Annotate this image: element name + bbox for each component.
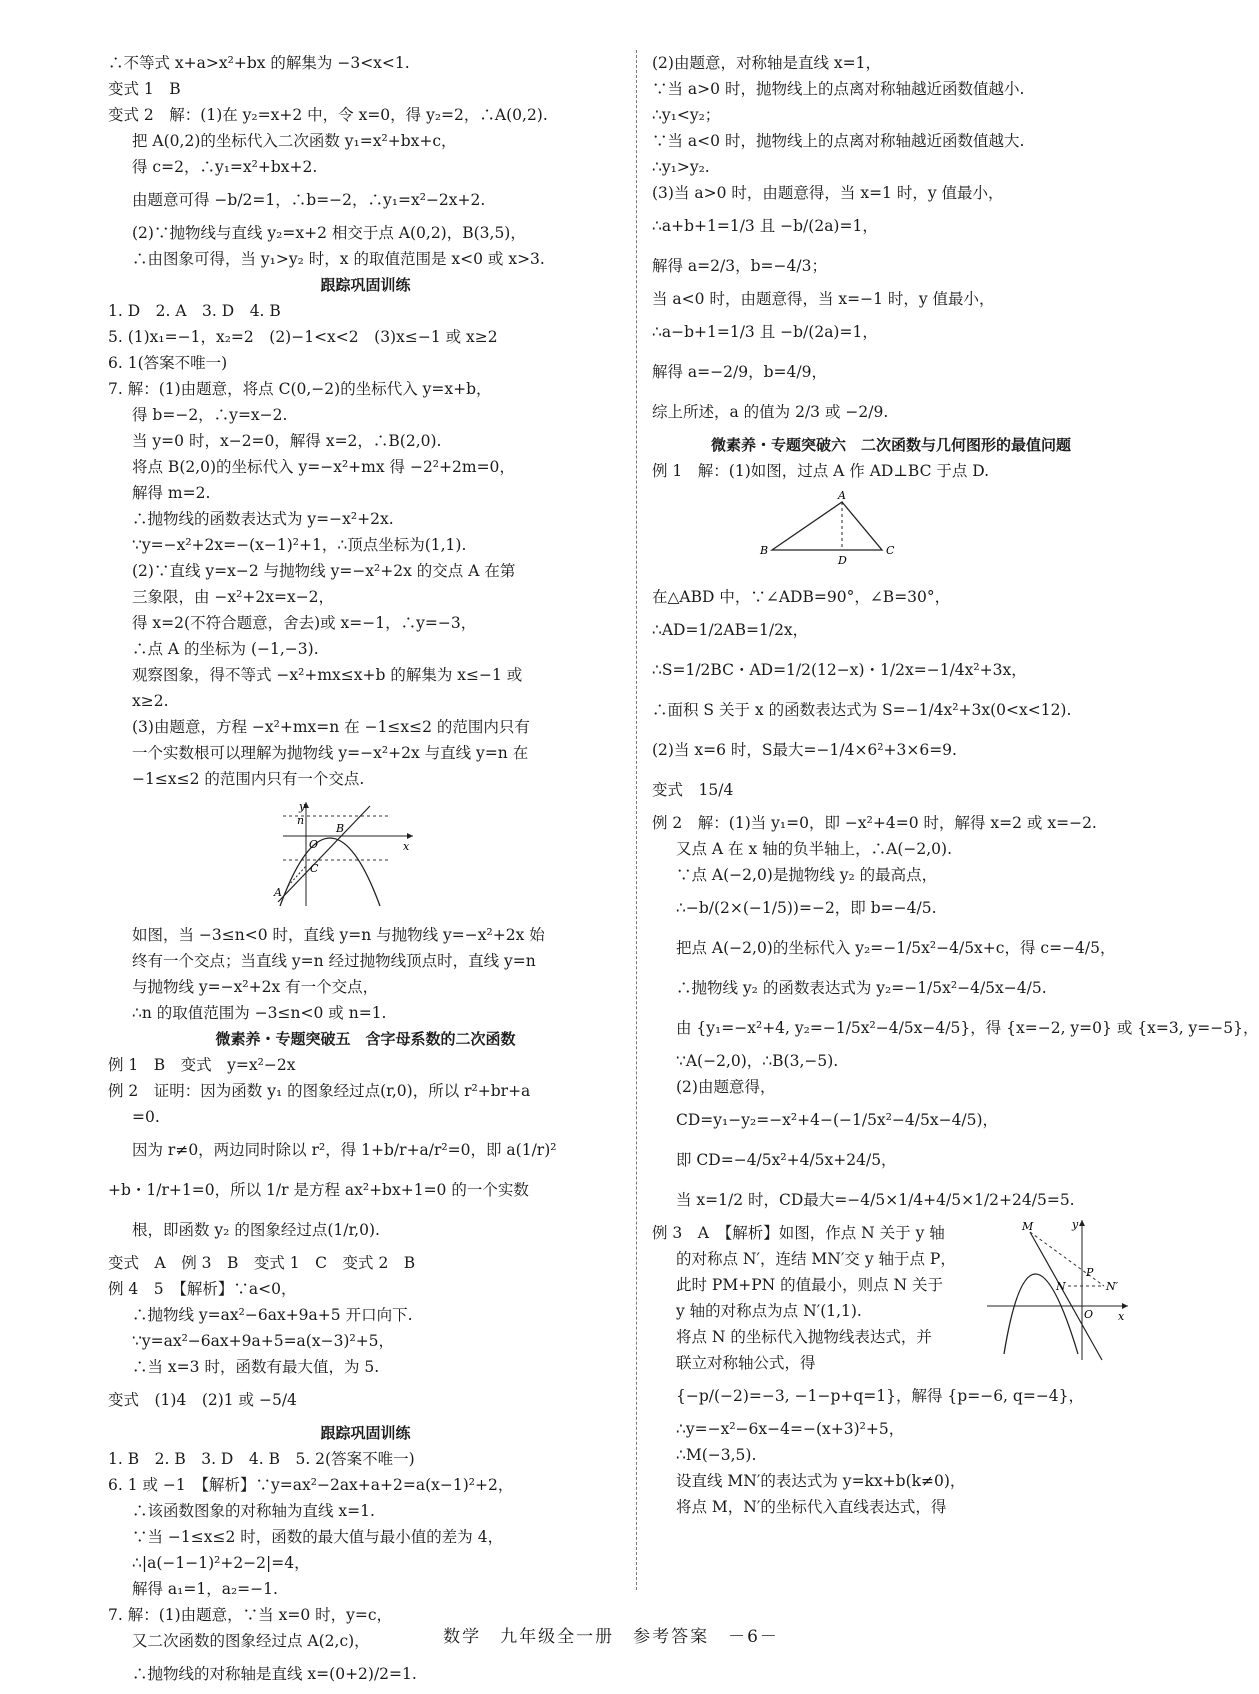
text-line: 一个实数根可以理解为抛物线 y=−x²+2x 与直线 y=n 在 — [132, 744, 529, 762]
text-line: 5. (1)x₁=−1，x₂=2 (2)−1<x<2 (3)x≤−1 或 x≥2 — [108, 328, 498, 346]
left-column — [108, 50, 623, 1694]
text-line: ∴抛物线的函数表达式为 y=−x²+2x. — [132, 510, 394, 528]
text-line: 变式 2 解：(1)在 y₂=x+2 中，令 x=0，得 y₂=2，∴A(0,2). — [108, 106, 548, 124]
text-line: =0. — [132, 1108, 160, 1126]
text-line: 将点 M，N′的坐标代入直线表达式，得 — [676, 1498, 947, 1516]
text-line: {−p/(−2)=−3, −1−p+q=1}，解得 {p=−6, q=−4}， — [676, 1387, 1085, 1405]
text-line: 即 CD=−4/5x²+4/5x+24/5， — [676, 1151, 897, 1169]
text-line: ∴不等式 x+a>x²+bx 的解集为 −3<x<1. — [108, 54, 410, 72]
text-line: (3)由题意，方程 −x²+mx=n 在 −1≤x≤2 的范围内只有 — [132, 718, 530, 736]
text-line: 根，即函数 y₂ 的图象经过点(1/r,0). — [132, 1221, 380, 1239]
text-line: ∴点 A 的坐标为 (−1,−3). — [132, 640, 319, 658]
text-line: ∵y=ax²−6ax+9a+5=a(x−3)²+5， — [132, 1332, 395, 1350]
text-line: 变式 15/4 — [652, 781, 734, 799]
text-line: 例 1 B 变式 y=x²−2x — [108, 1056, 296, 1074]
text-line: ∴该函数图象的对称轴为直线 x=1. — [132, 1502, 375, 1520]
text-line: 7. 解：(1)由题意，∵当 x=0 时，y=c， — [108, 1606, 393, 1624]
text-line: 1. D 2. A 3. D 4. B — [108, 302, 281, 320]
text-line: +b・1/r+1=0，所以 1/r 是方程 ax²+bx+1=0 的一个实数 — [108, 1181, 529, 1199]
text-line: (2)当 x=6 时，S最大=−1/4×6²+3×6=9. — [652, 741, 957, 759]
text-line: 1. B 2. B 3. D 4. B 5. 2(答案不唯一) — [108, 1450, 415, 1468]
fig-label: A — [274, 886, 282, 899]
text-line: ∴当 x=3 时，函数有最大值，为 5. — [132, 1358, 380, 1376]
fig-label: N — [1056, 1280, 1066, 1293]
fig-label: P — [1086, 1266, 1094, 1279]
text-line: ∴y₁<y₂； — [652, 106, 721, 124]
fig-label: B — [760, 544, 769, 557]
text-line: 解得 m=2. — [132, 484, 211, 502]
fig-label: O — [1084, 1308, 1094, 1321]
text-line: 解得 a=−2/9，b=4/9， — [652, 363, 827, 381]
text-line: 变式 A 例 3 B 变式 1 C 变式 2 B — [108, 1254, 416, 1272]
text-line: ∴n 的取值范围为 −3≤n<0 或 n=1. — [132, 1004, 387, 1022]
text-line: 得 x=2(不符合题意，舍去)或 x=−1，∴y=−3， — [132, 614, 477, 632]
text-line: 由题意可得 −b/2=1，∴b=−2，∴y₁=x²−2x+2. — [132, 191, 486, 209]
text-line: (3)当 a>0 时，由题意得，当 x=1 时，y 值最小， — [652, 184, 1004, 202]
fig-label: N′ — [1106, 1280, 1119, 1293]
text-line: 例 2 解：(1)当 y₁=0，即 −x²+4=0 时，解得 x=2 或 x=−2. — [652, 814, 1097, 832]
triangle-figure — [652, 490, 1130, 578]
text-line: 当 y=0 时，x−2=0，解得 x=2，∴B(2,0). — [132, 432, 442, 450]
text-line: 将点 B(2,0)的坐标代入 y=−x²+mx 得 −2²+2m=0， — [132, 458, 515, 476]
fig-label: x — [403, 840, 410, 853]
text-line: 由 {y₁=−x²+4, y₂=−1/5x²−4/5x−4/5}，得 {x=−2, y=0} 或 {x=3, y=−5}， — [676, 1019, 1259, 1037]
reflection-graph — [982, 1214, 1132, 1364]
text-line: 与抛物线 y=−x²+2x 有一个交点， — [132, 978, 379, 996]
text-line: ∴a−b+1=1/3 且 −b/(2a)=1， — [652, 323, 878, 341]
text-line: ∴y₁>y₂. — [652, 158, 710, 176]
text-line: 7. 解：(1)由题意，将点 C(0,−2)的坐标代入 y=x+b， — [108, 380, 492, 398]
text-line: 例 2 证明：因为函数 y₁ 的图象经过点(r,0)，所以 r²+br+a — [108, 1082, 531, 1100]
text-line: ∵点 A(−2,0)是抛物线 y₂ 的最高点， — [676, 866, 938, 884]
text-line: 将点 N 的坐标代入抛物线表达式，并 — [676, 1328, 932, 1346]
text-line: 因为 r≠0，两边同时除以 r²，得 1+b/r+a/r²=0，即 a(1/r)² — [132, 1141, 557, 1159]
text-line: ∴抛物线 y=ax²−6ax+9a+5 开口向下. — [132, 1306, 413, 1324]
column-divider — [636, 50, 637, 1590]
text-line: (2)由题意，对称轴是直线 x=1， — [652, 54, 881, 72]
fig-label: n — [297, 814, 305, 827]
text-line: 把 A(0,2)的坐标代入二次函数 y₁=x²+bx+c， — [132, 132, 457, 150]
text-line: ∴S=1/2BC・AD=1/2(12−x)・1/2x=−1/4x²+3x， — [652, 661, 1027, 679]
text-line: ∴M(−3,5). — [676, 1446, 757, 1464]
text-line: 得 b=−2，∴y=x−2. — [132, 406, 288, 424]
text-line: 三象限，由 −x²+2x=x−2， — [132, 588, 335, 606]
text-line: (2)由题意得， — [676, 1078, 776, 1096]
text-line: 的对称点 N′，连结 MN′交 y 轴于点 P， — [676, 1250, 956, 1268]
text-line: ∵当 a<0 时，抛物线上的点离对称轴越近函数值越大. — [652, 132, 1025, 150]
fig-label: D — [838, 554, 847, 567]
text-line: 综上所述，a 的值为 2/3 或 −2/9. — [652, 403, 889, 421]
parabola-figure — [108, 798, 623, 916]
text-line: 解得 a₁=1，a₂=−1. — [132, 1580, 278, 1598]
text-line: 6. 1(答案不唯一) — [108, 354, 228, 372]
fig-label: B — [336, 822, 345, 835]
fig-label: y — [299, 800, 306, 813]
text-line: 例 3 A 【解析】如图，作点 N 关于 y 轴 — [652, 1224, 945, 1242]
fig-label: A — [838, 489, 846, 502]
text-line: ∴AD=1/2AB=1/2x， — [652, 621, 809, 639]
text-line: 观察图象，得不等式 −x²+mx≤x+b 的解集为 x≤−1 或 — [132, 666, 523, 684]
text-line: 联立对称轴公式，得 — [676, 1354, 816, 1372]
section-title: 跟踪巩固训练 — [320, 1424, 411, 1442]
text-line: ∵A(−2,0)，∴B(3,−5). — [676, 1052, 839, 1070]
text-line: 变式 1 B — [108, 80, 181, 98]
text-line: ∵当 −1≤x≤2 时，函数的最大值与最小值的差为 4， — [132, 1528, 504, 1546]
section-title: 跟踪巩固训练 — [320, 276, 411, 294]
triangle-graph — [742, 490, 922, 570]
text-line: y 轴的对称点为点 N′(1,1). — [676, 1302, 862, 1320]
right-column — [652, 50, 1259, 1520]
text-line: ∴y=−x²−6x−4=−(x+3)²+5， — [676, 1420, 905, 1438]
parabola-graph — [268, 798, 418, 908]
section-title: 微素养・专题突破六 二次函数与几何图形的最值问题 — [710, 436, 1071, 454]
text-line: ∴a+b+1=1/3 且 −b/(2a)=1， — [652, 217, 878, 235]
example-3-block — [652, 1220, 1130, 1376]
text-line: 得 c=2，∴y₁=x²+bx+2. — [132, 158, 318, 176]
text-line: 在△ABD 中，∵∠ADB=90°，∠B=30°， — [652, 588, 951, 606]
text-line: CD=y₁−y₂=−x²+4−(−1/5x²−4/5x−4/5)， — [676, 1111, 999, 1129]
text-line: ∴抛物线的对称轴是直线 x=(0+2)/2=1. — [132, 1665, 417, 1683]
text-line: ∴−b/(2×(−1/5))=−2，即 b=−4/5. — [676, 899, 937, 917]
text-line: ∴|a(−1−1)²+2−2|=4， — [132, 1554, 310, 1572]
text-line: 设直线 MN′的表达式为 y=kx+b(k≠0)， — [676, 1472, 966, 1490]
text-line: −1≤x≤2 的范围内只有一个交点. — [132, 770, 365, 788]
fig-label: x — [1118, 1310, 1125, 1323]
text-line: ∴抛物线 y₂ 的函数表达式为 y₂=−1/5x²−4/5x−4/5. — [676, 979, 1047, 997]
text-line: ∴由图象可得，当 y₁>y₂ 时，x 的取值范围是 x<0 或 x>3. — [132, 250, 545, 268]
text-line: (2)∵抛物线与直线 y₂=x+2 相交于点 A(0,2)，B(3,5)， — [132, 224, 526, 242]
text-line: ∴面积 S 关于 x 的函数表达式为 S=−1/4x²+3x(0<x<12). — [652, 701, 1072, 719]
text-line: 当 x=1/2 时，CD最大=−4/5×1/4+4/5×1/2+24/5=5. — [676, 1191, 1075, 1209]
text-line: 又二次函数的图象经过点 A(2,c)， — [132, 1632, 370, 1650]
text-line: ∵y=−x²+2x=−(x−1)²+1，∴顶点坐标为(1,1). — [132, 536, 467, 554]
text-line: 6. 1 或 −1 【解析】∵y=ax²−2ax+a+2=a(x−1)²+2， — [108, 1476, 514, 1494]
fig-label: C — [886, 544, 895, 557]
text-line: 解得 a=2/3，b=−4/3； — [652, 257, 827, 275]
text-line: 又点 A 在 x 轴的负半轴上，∴A(−2,0). — [676, 840, 952, 858]
fig-label: y — [1072, 1218, 1079, 1231]
text-line: 终有一个交点；当直线 y=n 经过抛物线顶点时，直线 y=n — [132, 952, 536, 970]
fig-label: M — [1022, 1220, 1034, 1233]
text-line: 例 1 解：(1)如图，过点 A 作 AD⊥BC 于点 D. — [652, 462, 990, 480]
text-line: 把点 A(−2,0)的坐标代入 y₂=−1/5x²−4/5x+c，得 c=−4/5， — [676, 939, 1116, 957]
text-line: 此时 PM+PN 的值最小，则点 N 关于 — [676, 1276, 944, 1294]
text-line: 如图，当 −3≤n<0 时，直线 y=n 与抛物线 y=−x²+2x 始 — [132, 926, 545, 944]
text-line: ∵当 a>0 时，抛物线上的点离对称轴越近函数值越小. — [652, 80, 1025, 98]
text-line: 变式 (1)4 (2)1 或 −5/4 — [108, 1391, 297, 1409]
fig-label: O — [309, 838, 319, 851]
text-line: (2)∵直线 y=x−2 与抛物线 y=−x²+2x 的交点 A 在第 — [132, 562, 516, 580]
section-title: 微素养・专题突破五 含字母系数的二次函数 — [215, 1030, 516, 1048]
text-line: 当 a<0 时，由题意得，当 x=−1 时，y 值最小， — [652, 290, 995, 308]
page-footer: 数学 九年级全一册 参考答案 －6－ — [443, 1627, 779, 1647]
fig-label: C — [310, 862, 319, 875]
text-line: 例 4 5 【解析】∵a<0， — [108, 1280, 297, 1298]
text-line: x≥2. — [132, 692, 169, 710]
